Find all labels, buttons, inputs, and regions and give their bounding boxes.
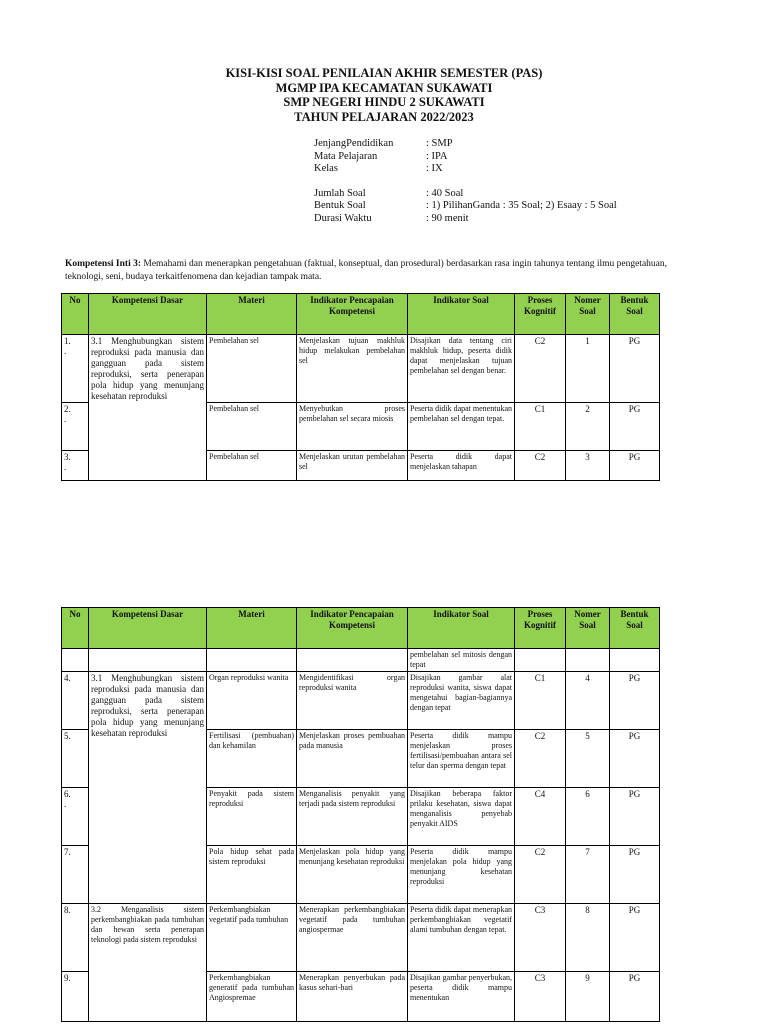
cell-materi: Pembelahan sel — [207, 451, 297, 481]
col-header-nomer: Nomer Soal — [566, 608, 610, 649]
title-line-3: SMP NEGERI HINDU 2 SUKAWATI — [283, 95, 485, 109]
info-row — [314, 213, 617, 226]
cell-no: 1. . — [62, 335, 89, 403]
cell-nomer: 6 — [566, 788, 610, 846]
table-row — [62, 649, 660, 672]
cell-nomer: 4 — [566, 672, 610, 730]
cell-proses: C3 — [515, 904, 566, 972]
cell-indikator-pencapaian: Menjelaskan pola hidup yang menunjang kesehatan reproduksi — [297, 846, 408, 904]
cell-proses: C1 — [515, 672, 566, 730]
document-title-block — [0, 66, 768, 124]
cell-kompetensi-dasar: 3.1 Menghubungkan sistem reproduksi pada manusia dan gangguan pada sistem reproduksi, serta penerapan pola hidup yang menunjang kesehatan reproduksi — [89, 672, 207, 904]
col-header-bentuk: Bentuk Soal — [610, 608, 660, 649]
info-row — [314, 200, 617, 213]
cell-proses: C2 — [515, 846, 566, 904]
info-value: : IX — [426, 163, 443, 174]
col-header-materi: Materi — [207, 294, 297, 335]
cell-nomer: 5 — [566, 730, 610, 788]
cell-no: 2. . — [62, 403, 89, 451]
cell-proses: C3 — [515, 972, 566, 1022]
cell-nomer: 7 — [566, 846, 610, 904]
info-label: Durasi Waktu — [314, 212, 372, 224]
cell-no: 3. . — [62, 451, 89, 481]
col-header-indikator-pencapaian: Indikator Pencapaian Kompetensi — [297, 294, 408, 335]
info-row — [314, 151, 617, 164]
cell-kompetensi-dasar: 3.2 Menganalisis sistem perkembangbiakan pada tumbuhan dan hewan serta penerapan teknologi pada sistem reproduksi — [89, 904, 207, 1022]
info-row — [314, 138, 617, 151]
cell-bentuk: PG — [610, 335, 660, 403]
cell-materi: Penyakit pada sistem reproduksi — [207, 788, 297, 846]
cell-indikator-soal: Disajikan gambar alat reproduksi wanita, siswa dapat mengetahui bagian-bagiannya dengan tepat — [408, 672, 515, 730]
col-header-proses: Proses Kognitif — [515, 294, 566, 335]
kompetensi-text: Memahami dan menerapkan pengetahuan (faktual, konseptual, dan prosedural) berdasarkan rasa ingin tahunya tentang ilmu pengetahuan, teknologi, seni, budaya terkaitfenomena dan kejadian tampak mata. — [65, 259, 668, 282]
cell-no: 8. — [62, 904, 89, 972]
cell-materi: Pembelahan sel — [207, 403, 297, 451]
cell-no: 5. — [62, 730, 89, 788]
cell-proses: C4 — [515, 788, 566, 846]
table-header-row — [62, 294, 660, 335]
cell-indikator-pencapaian: Menjelaskan urutan pembelahan sel — [297, 451, 408, 481]
cell-bentuk: PG — [610, 403, 660, 451]
table-header-row — [62, 608, 660, 649]
cell-bentuk: PG — [610, 451, 660, 481]
kisi-table-1 — [61, 293, 660, 481]
col-header-kd: Kompetensi Dasar — [89, 294, 207, 335]
info-value: : IPA — [426, 150, 448, 162]
info-value: : 90 menit — [426, 212, 469, 224]
cell-no: 4. — [62, 672, 89, 730]
info-row — [314, 188, 617, 201]
cell-proses: C2 — [515, 335, 566, 403]
col-header-indikator-pencapaian: Indikator Pencapaian Kompetensi — [297, 608, 408, 649]
table-row — [62, 335, 660, 403]
title-line-2: MGMP IPA KECAMATAN SUKAWATI — [275, 80, 493, 95]
info-value: : 40 Soal — [426, 187, 464, 199]
cell-nomer: 2 — [566, 403, 610, 451]
info-row — [314, 163, 617, 176]
cell-indikator-pencapaian: Menjelaskan tujuan makhluk hidup melakukan pembelahan sel — [297, 335, 408, 403]
cell-materi: Fertilisasi (pembuahan) dan kehamilan — [207, 730, 297, 788]
info-label: Bentuk Soal — [314, 200, 366, 211]
cell-no: 6. . — [62, 788, 89, 846]
col-header-indikator-soal: Indikator Soal — [408, 294, 515, 335]
cell-indikator-pencapaian: Mengidentifikasi organ reproduksi wanita — [297, 672, 408, 730]
cell-bentuk: PG — [610, 672, 660, 730]
cell-proses: C1 — [515, 403, 566, 451]
col-header-bentuk: Bentuk Soal — [610, 294, 660, 335]
kompetensi-label: Kompetensi Inti 3: — [65, 259, 141, 269]
cell-indikator-soal: Peserta didik dapat menentukan pembelahan sel dengan tepat. — [408, 403, 515, 451]
cell-nomer: 1 — [566, 335, 610, 403]
cell-materi: Pola hidup sehat pada sistem reproduksi — [207, 846, 297, 904]
cell-indikator-soal: Disajikan gambar penyerbukan, peserta didik mampu menentukan — [408, 972, 515, 1022]
info-block — [314, 138, 617, 225]
cell-indikator-pencapaian: Menjelaskan proses pembuahan pada manusia — [297, 730, 408, 788]
title-line-4: TAHUN PELAJARAN 2022/2023 — [294, 109, 474, 124]
cell-proses: C2 — [515, 730, 566, 788]
col-header-no: No — [62, 608, 89, 649]
cell-bentuk: PG — [610, 972, 660, 1022]
col-header-proses: Proses Kognitif — [515, 608, 566, 649]
cell-indikator-soal: Peserta didik dapat menjelaskan tahapan — [408, 451, 515, 481]
cell-indikator-soal: Peserta didik mampu menjelaskan proses fertilisasi/pembuahan antara sel telur dan sperma dengan tepat — [408, 730, 515, 788]
info-value: : 1) PilihanGanda : 35 Soal; 2) Esaay : 5 Soal — [426, 200, 617, 211]
cell-nomer: 8 — [566, 904, 610, 972]
cell-indikator-pencapaian: Menyebutkan proses pembelahan sel secara miosis — [297, 403, 408, 451]
cell-indikator-soal: Disajikan beberapa faktor prilaku kesehatan, siswa dapat menganalisis penyebab penyakit AIDS — [408, 788, 515, 846]
cell-kompetensi-dasar: 3.1 Menghubungkan sistem reproduksi pada manusia dan gangguan pada sistem reproduksi, serta penerapan pola hidup yang menunjang kesehatan reproduksi — [89, 335, 207, 481]
cell-indikator-pencapaian: Menerapkan perkembangbiakan vegetatif pada tumbuhan angiospermae — [297, 904, 408, 972]
info-label: Jumlah Soal — [314, 187, 366, 199]
cell-bentuk: PG — [610, 846, 660, 904]
kisi-table-2 — [61, 607, 660, 1022]
cell-nomer: 3 — [566, 451, 610, 481]
cell-materi: Organ reproduksi wanita — [207, 672, 297, 730]
table-row — [62, 672, 660, 730]
col-header-indikator-soal: Indikator Soal — [408, 608, 515, 649]
info-spacer — [314, 176, 617, 188]
col-header-materi: Materi — [207, 608, 297, 649]
cell-indikator-pencapaian: Menerapkan penyerbukan pada kasus sehari-hari — [297, 972, 408, 1022]
kompetensi-inti — [65, 258, 705, 284]
info-label: Kelas — [314, 163, 338, 174]
cell-bentuk: PG — [610, 730, 660, 788]
cell-materi: Perkembangbiakan generatif pada tumbuhan Angiospremae — [207, 972, 297, 1022]
info-value: : SMP — [426, 138, 453, 149]
col-header-no: No — [62, 294, 89, 335]
cell-bentuk: PG — [610, 788, 660, 846]
col-header-kd: Kompetensi Dasar — [89, 608, 207, 649]
info-label: JenjangPendidikan — [314, 138, 394, 149]
info-label: Mata Pelajaran — [314, 150, 378, 162]
cell-indikator-pencapaian: Menganalisis penyakit yang terjadi pada sistem reproduksi — [297, 788, 408, 846]
cell-bentuk: PG — [610, 904, 660, 972]
title-line-1: KISI-KISI SOAL PENILAIAN AKHIR SEMESTER (PAS) — [225, 66, 543, 80]
cell-nomer: 9 — [566, 972, 610, 1022]
table-row — [62, 904, 660, 972]
cell-no: 7. — [62, 846, 89, 904]
cell-indikator-soal: Peserta didik mampu menjelakan pola hidup yang menunjang kesehatan reproduksi — [408, 846, 515, 904]
cell-indikator-soal: pembelahan sel mitosis dengan tepat — [408, 649, 515, 672]
cell-proses: C2 — [515, 451, 566, 481]
col-header-nomer: Nomer Soal — [566, 294, 610, 335]
cell-materi: Pembelahan sel — [207, 335, 297, 403]
cell-materi: Perkembangbiakan vegetatif pada tumbuhan — [207, 904, 297, 972]
cell-indikator-soal: Peserta didik dapat menerapkan perkembangbiakan vegetatif alami tumbuhan dengan tepat. — [408, 904, 515, 972]
cell-indikator-soal: Disajikan data tentang ciri makhluk hidup, peserta didik dapat menjelaskan tujuan pembelahan sel dengan benar. — [408, 335, 515, 403]
cell-no: 9. — [62, 972, 89, 1022]
